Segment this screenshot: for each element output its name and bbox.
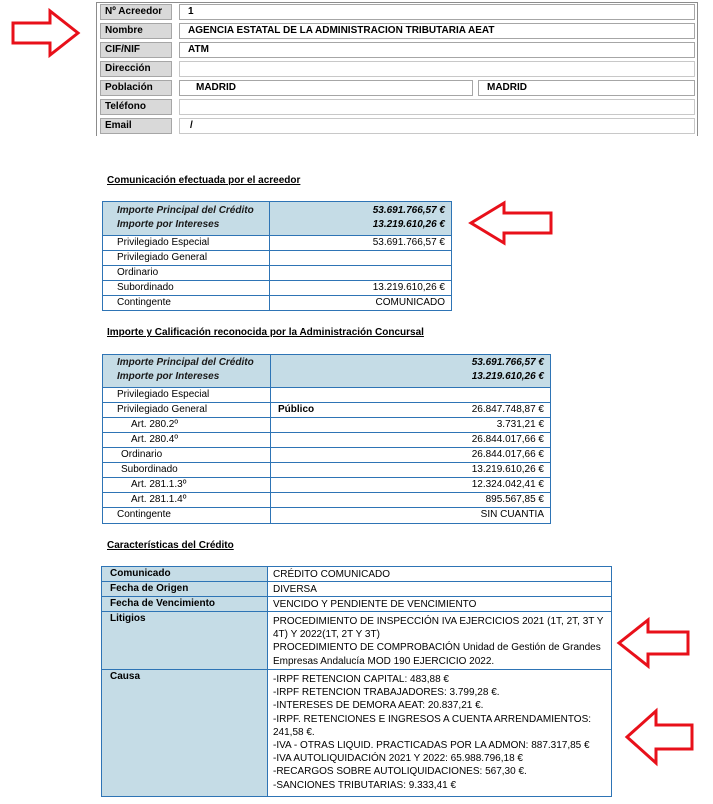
row-label: Subordinado [117,282,174,293]
creditor-phone-value [179,99,695,115]
comm-interest-label: Importe por Intereses [117,219,220,230]
rec-principal-value: 53.691.766,57 € [471,357,544,368]
table-row [103,266,451,281]
causa-line: -RECARGOS SOBRE AUTOLIQUIDACIONES: 567,30 €. [273,766,527,778]
causa-line: -IVA AUTOLIQUIDACIÓN 2021 Y 2022: 65.988.796,18 € [273,753,523,765]
row-label: Comunicado [102,567,268,581]
row-label: Privilegiado General [117,252,208,263]
row-label: Art. 281.1.3º [131,479,187,490]
row-label: Subordinado [121,464,178,475]
creditor-row-number [97,3,697,22]
comm-principal-value: 53.691.766,57 € [372,205,445,216]
communication-title: Comunicación efectuada por el acreedor [107,175,301,186]
row-label: Fecha de Origen [102,582,268,596]
row-value: 13.219.610,26 € [372,282,445,293]
causa-line: -IRPF RETENCION TRABAJADORES: 3.799,28 €. [273,687,500,699]
row-value [273,673,607,792]
table-row [102,567,611,582]
row-value: 26.844.017,66 € [471,449,544,460]
table-row [103,281,451,296]
row-label: Litigios [102,612,268,669]
comm-principal-label: Importe Principal del Crédito [117,205,254,216]
row-label: Contingente [117,297,171,308]
row-label: Causa [102,670,268,796]
table-row [103,388,550,403]
creditor-row-phone [97,98,697,117]
row-label: Privilegiado Especial [117,389,210,400]
row-value: 26.844.017,66 € [471,434,544,445]
creditor-cif-label: CIF/NIF [100,42,172,58]
table-row [103,251,451,266]
causa-line: -IRPF RETENCION CAPITAL: 483,88 € [273,674,449,685]
characteristics-table [101,566,612,797]
row-label: Privilegiado Especial [117,237,210,248]
creditor-row-cif [97,41,697,60]
row-value: CRÉDITO COMUNICADO [273,569,391,580]
litigios-line: PROCEDIMIENTO DE COMPROBACIÓN Unidad de Gestión de Grandes [273,642,601,654]
litigios-line: PROCEDIMIENTO DE INSPECCIÓN IVA EJERCICIOS 2021 (1T, 2T, 3T Y [273,616,604,627]
causa-line: -IRPF. RETENCIONES E INGRESOS A CUENTA ARRENDAMIENTOS: [273,713,592,725]
litigios-line: 4T) Y 2022(1T, 2T Y 3T) [273,629,380,641]
creditor-number-label: Nº Acreedor [100,4,172,20]
arrow-left-icon [468,200,554,246]
row-label: Art. 280.2º [131,419,179,430]
table-row [102,582,611,597]
causa-line: 241,58 €. [273,726,315,738]
table-row [103,448,550,463]
rec-interest-label: Importe por Intereses [117,371,220,382]
arrow-left-icon [624,708,696,766]
litigios-line: Empresas Andalucía MOD 190 EJERCICIO 2022. [273,655,495,667]
recognized-header [103,355,550,388]
row-value: 13.219.610,26 € [471,464,544,475]
rec-principal-label: Importe Principal del Crédito [117,357,254,368]
row-value: DIVERSA [273,584,317,595]
table-row [102,670,611,796]
table-row [103,418,550,433]
creditor-row-name [97,22,697,41]
table-row [103,508,550,523]
row-value: 895.567,85 € [485,494,544,505]
creditor-row-city [97,79,697,98]
creditor-phone-label: Teléfono [100,99,172,115]
arrow-left-icon [616,617,692,669]
causa-line: -INTERESES DE DEMORA AEAT: 20.837,21 €. [273,700,484,712]
communication-header [103,202,451,236]
row-label: Art. 280.4º [131,434,179,445]
table-row [102,612,611,670]
creditor-row-email [97,117,697,136]
creditor-address-value [179,61,695,77]
table-row [103,478,550,493]
row-label: Contingente [117,509,171,520]
communication-table [102,201,452,311]
creditor-cif-value: ATM [179,42,695,58]
row-value: 3.731,21 € [496,419,544,430]
creditor-email-value: / [179,118,695,134]
creditor-city-label: Población [100,80,172,96]
table-row [103,296,451,311]
recognized-table [102,354,551,524]
characteristics-title: Características del Crédito [107,540,234,551]
row-label: Art. 281.1.4º [131,494,187,505]
row-value: VENCIDO Y PENDIENTE DE VENCIMIENTO [273,599,477,610]
creditor-number-value: 1 [179,4,695,20]
creditor-row-address [97,60,697,79]
row-label: Ordinario [121,449,163,460]
comm-interest-value: 13.219.610,26 € [372,219,445,230]
row-value: SIN CUANTIA [480,509,544,520]
row-value [273,615,607,668]
creditor-address-label: Dirección [100,61,172,77]
creditor-email-label: Email [100,118,172,134]
row-label: Privilegiado General [117,404,208,415]
creditor-name-label: Nombre [100,23,172,39]
table-row [103,236,451,251]
creditor-info-table [96,2,698,136]
row-label: Ordinario [117,267,159,278]
row-value: 53.691.766,57 € [372,237,445,248]
creditor-city-value: MADRID [179,80,473,96]
table-row [103,493,550,508]
recognized-title: Importe y Calificación reconocida por la Administración Concursal [107,327,424,338]
row-value: COMUNICADO [375,297,445,308]
table-row [103,433,550,448]
row-class: Público [278,404,315,415]
table-row [103,403,550,418]
table-row [102,597,611,612]
arrow-right-icon [10,8,82,58]
table-row [103,463,550,478]
creditor-name-value: AGENCIA ESTATAL DE LA ADMINISTRACION TRIBUTARIA AEAT [179,23,695,39]
rec-interest-value: 13.219.610,26 € [471,371,544,382]
row-value: 12.324.042,41 € [471,479,544,490]
causa-line: -IVA - OTRAS LIQUID. PRACTICADAS POR LA ADMON: 887.317,85 € [273,740,590,752]
row-value: 26.847.748,87 € [471,404,544,415]
row-label: Fecha de Vencimiento [102,597,268,611]
causa-line: -SANCIONES TRIBUTARIAS: 9.333,41 € [273,779,457,791]
creditor-province-value: MADRID [478,80,695,96]
